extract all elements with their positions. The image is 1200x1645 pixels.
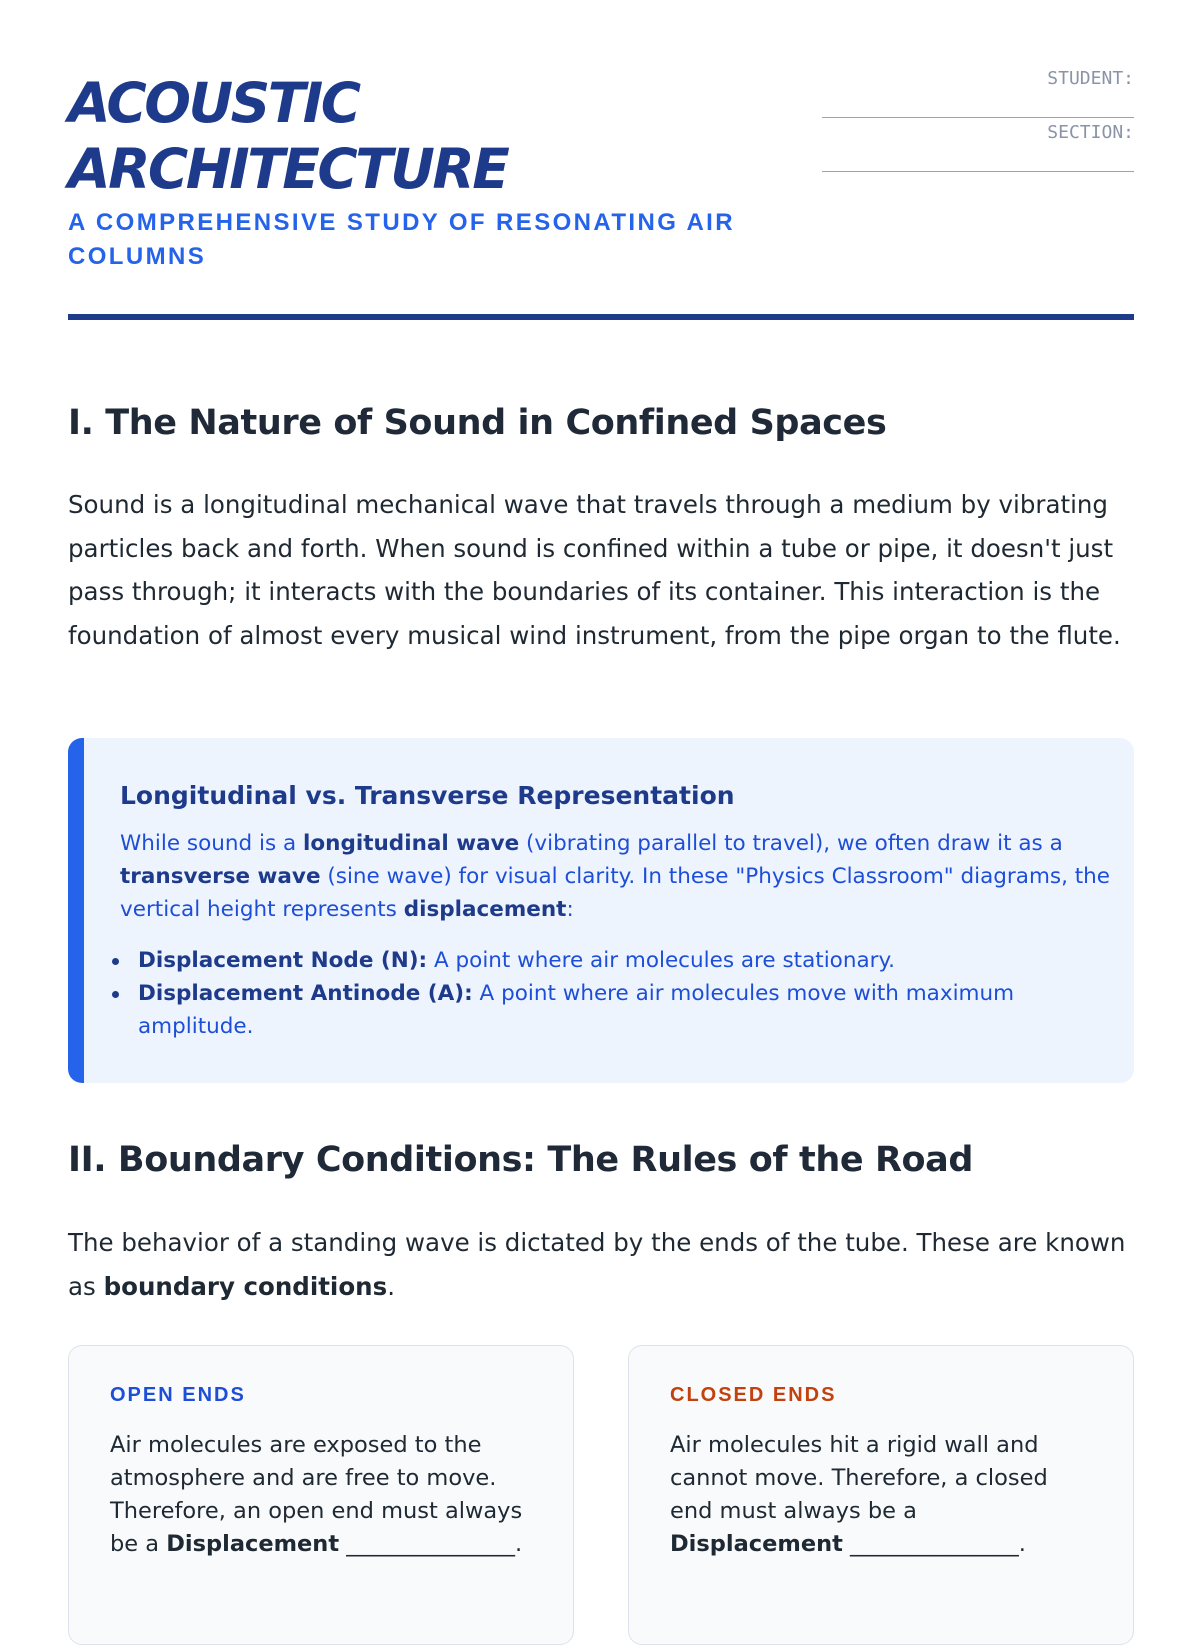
section-1-paragraph: Sound is a longitudinal mechanical wave that travels through a medium by vibrating particles back and forth. When sound is confined within a tube or pipe, it doesn't just pass through; it interacts with the boundaries of its container. This interaction is the foundation of almost every musical wind instrument, from the pipe organ to the flute. xyxy=(68,490,1121,650)
bullet-icon xyxy=(112,991,119,998)
list-item xyxy=(104,944,1104,977)
section-2-heading: II. Boundary Conditions: The Rules of the Road xyxy=(68,1140,974,1180)
student-info xyxy=(822,64,1134,172)
definition-term: Displacement Antinode (A): xyxy=(138,981,473,1006)
card-term: Displacement xyxy=(166,1531,340,1557)
title-line-2: ARCHITECTURE xyxy=(68,137,508,201)
bullet-icon xyxy=(112,958,119,965)
section-label: SECTION: xyxy=(1047,122,1134,143)
paragraph-text: The behavior of a standing wave is dictated by the ends of the tube. These are known as xyxy=(68,1228,1126,1301)
info-callout-text xyxy=(120,827,1120,926)
info-text-part: (sine wave) for visual clarity. In these "Physics Classroom" diagrams, the vertical height represents xyxy=(120,864,1111,922)
closed-ends-text xyxy=(670,1429,1090,1561)
info-term-transverse: transverse wave xyxy=(120,864,321,889)
card-term: Displacement xyxy=(670,1531,843,1557)
definition-text: A point where air molecules move with maximum amplitude. xyxy=(138,981,1015,1039)
definition-text: A point where air molecules are stationary. xyxy=(427,948,895,973)
header xyxy=(68,0,1134,322)
page-title xyxy=(68,70,708,202)
section-1-heading: I. The Nature of Sound in Confined Spaces xyxy=(68,403,887,443)
info-callout-title: Longitudinal vs. Transverse Representation xyxy=(120,781,735,810)
student-field[interactable] xyxy=(822,64,1134,118)
paragraph-text: . xyxy=(387,1271,395,1301)
term-boundary-conditions: boundary conditions xyxy=(103,1271,388,1301)
closed-ends-card xyxy=(628,1345,1134,1645)
open-ends-text xyxy=(110,1429,530,1561)
open-ends-card xyxy=(68,1345,574,1645)
title-line-1: ACOUSTIC xyxy=(68,71,359,135)
card-text: Air molecules hit a rigid wall and cannot move. Therefore, a closed end must always be a xyxy=(670,1432,1048,1524)
definition-term: Displacement Node (N): xyxy=(138,948,428,973)
student-label: STUDENT: xyxy=(1047,68,1134,89)
header-divider xyxy=(68,314,1134,320)
answer-blank[interactable]: _______________. xyxy=(339,1531,523,1557)
page-subtitle: A COMPREHENSIVE STUDY OF RESONATING AIR COLUMNS xyxy=(68,209,735,270)
section-field[interactable] xyxy=(822,118,1134,172)
info-text-part: : xyxy=(566,897,574,922)
worksheet-page xyxy=(68,0,1134,1557)
answer-blank[interactable]: _______________. xyxy=(842,1531,1026,1557)
open-ends-label: OPEN ENDS xyxy=(110,1384,246,1406)
info-term-longitudinal: longitudinal wave xyxy=(303,831,520,856)
closed-ends-label: CLOSED ENDS xyxy=(670,1384,837,1406)
info-text-part: (vibrating parallel to travel), we often draw it as a xyxy=(519,831,1063,856)
list-item xyxy=(104,977,1104,1043)
info-text-part: While sound is a xyxy=(120,831,304,856)
info-term-displacement: displacement xyxy=(403,897,567,922)
card-text: Air molecules are exposed to the atmosphere and are free to move. Therefore, an open end must always be a xyxy=(110,1432,523,1557)
definition-list xyxy=(104,944,1104,1043)
section-2-paragraph xyxy=(68,1221,1134,1308)
